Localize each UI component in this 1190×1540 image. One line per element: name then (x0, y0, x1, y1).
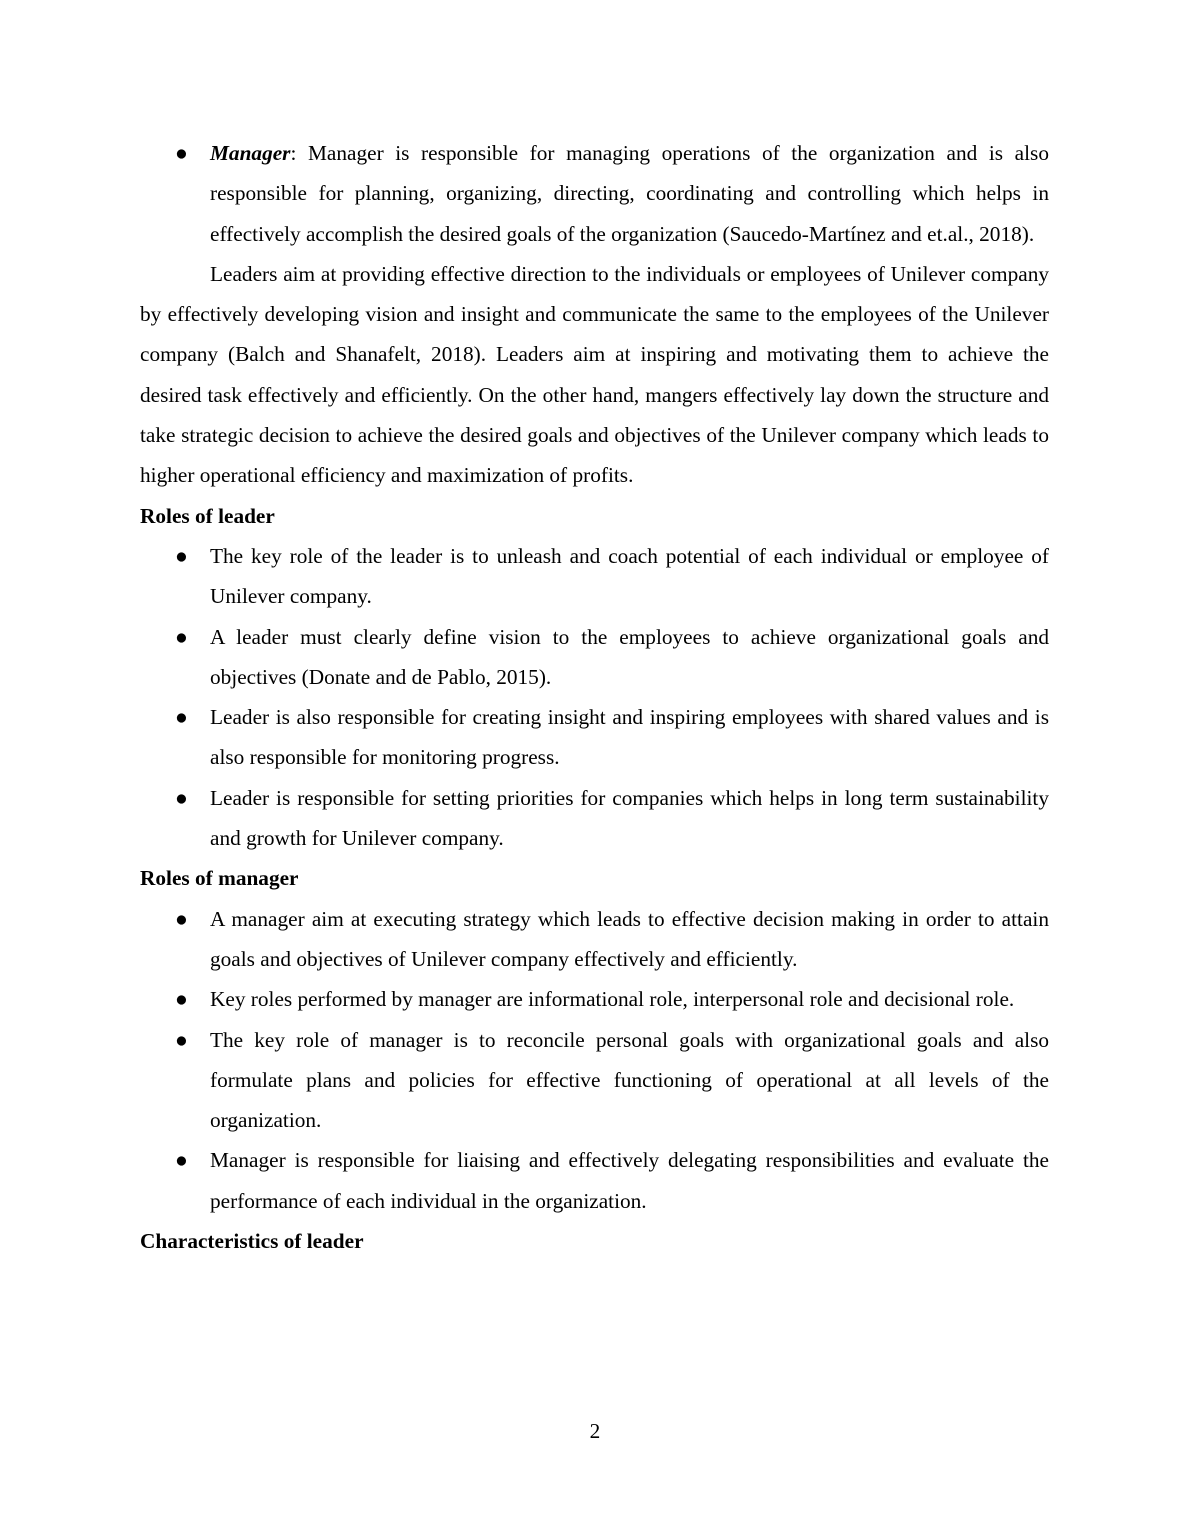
list-item-text: The key role of the leader is to unleash and coach potential of each individual or employee of Unilever company. (210, 543, 1049, 609)
list-item (140, 536, 1049, 617)
intro-bullet-list (140, 133, 1049, 254)
manager-definition-text: : Manager is responsible for managing operations of the organization and is also responsible for planning, organizing, directing, coordinating and controlling which helps in effectively accomplish the desired goals of the organization (Saucedo-Martínez and et.al., 2018). (210, 141, 1049, 246)
page-number: 2 (589, 1419, 601, 1443)
list-item-text: A leader must clearly define vision to the employees to achieve organizational goals and objectives (Donate and de Pablo, 2015). (210, 624, 1049, 689)
list-item-text: Manager is responsible for liaising and effectively delegating responsibilities and evaluate the performance of each individual in the organization. (210, 1148, 1049, 1213)
list-item (140, 697, 1049, 778)
heading-roles-of-manager: Roles of manager (140, 866, 299, 891)
document-page (140, 133, 1049, 1261)
heading-roles-of-leader: Roles of leader (140, 503, 275, 528)
bullet-icon: ● (175, 705, 188, 730)
list-item-text: Leader is also responsible for creating insight and inspiring employees with shared values and is also responsible for monitoring progress. (210, 705, 1049, 770)
roles-of-leader-list (140, 536, 1049, 858)
list-item (140, 778, 1049, 859)
list-item (140, 1020, 1049, 1141)
list-item-text: A manager aim at executing strategy which leads to effective decision making in order to attain goals and objectives of Unilever company effectively and efficiently. (210, 906, 1049, 971)
list-item (140, 617, 1049, 698)
term-manager: Manager (210, 141, 291, 165)
list-item (140, 979, 1049, 1019)
list-item-manager-definition (140, 133, 1049, 254)
body-paragraph: Leaders aim at providing effective direction to the individuals or employees of Unilever company by effectively developing vision and insight and communicate the same to the employees of the Unilever company (Balch and Shanafelt, 2018). Leaders aim at inspiring and motivating them to achieve the desired task effectively and efficiently. On the other hand, mangers effectively lay down the structure and take strategic decision to achieve the desired goals and objectives of the Unilever company which leads to higher operational efficiency and maximization of profits. (140, 261, 1049, 488)
list-item-text: Key roles performed by manager are informational role, interpersonal role and decisional role. (210, 987, 1015, 1012)
bullet-icon: ● (175, 141, 188, 165)
roles-of-manager-list (140, 899, 1049, 1221)
list-item (140, 1140, 1049, 1221)
bullet-icon: ● (175, 906, 188, 931)
bullet-icon: ● (175, 624, 188, 649)
bullet-icon: ● (175, 1148, 188, 1173)
bullet-icon: ● (175, 785, 188, 810)
heading-characteristics-of-leader: Characteristics of leader (140, 1229, 364, 1254)
bullet-icon: ● (175, 543, 188, 568)
list-item (140, 899, 1049, 980)
list-item-text: Leader is responsible for setting priorities for companies which helps in long term sustainability and growth for Unilever company. (210, 785, 1049, 851)
bullet-icon: ● (175, 1027, 188, 1052)
bullet-icon: ● (175, 987, 188, 1012)
list-item-text: The key role of manager is to reconcile personal goals with organizational goals and also formulate plans and policies for effective functioning of operational at all levels of the organization. (210, 1027, 1049, 1133)
